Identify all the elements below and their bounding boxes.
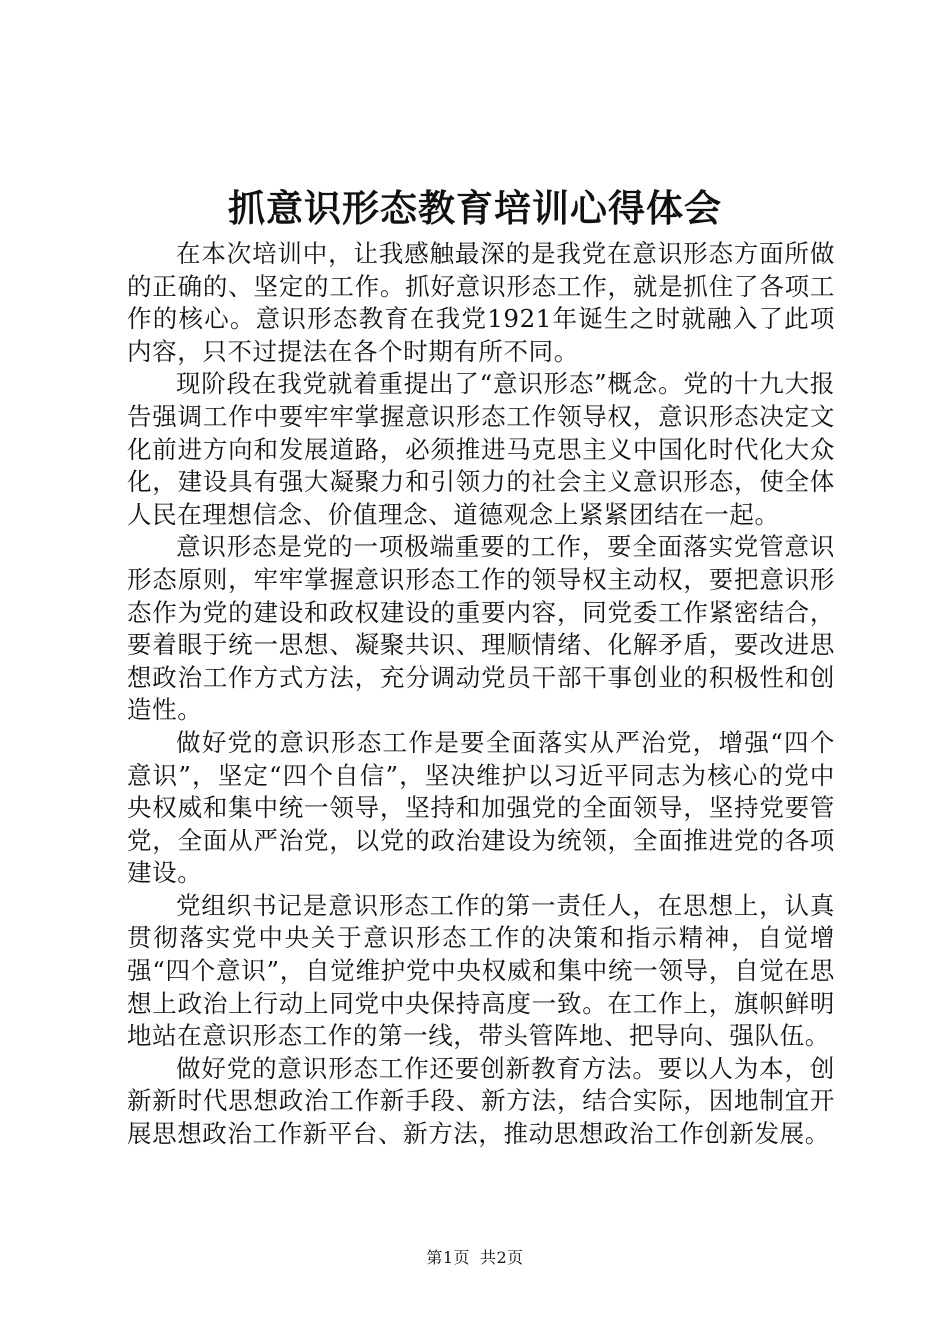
- page-number: 第1页: [426, 1248, 470, 1267]
- paragraph-4: 做好党的意识形态工作是要全面落实从严治党，增强“四个意识”，坚定“四个自信”，坚决维护以习近平同志为核心的党中央权威和集中统一领导，坚持和加强党的全面领导，坚持党要管党，全面从严治党，以党的政治建设为统领，全面推进党的各项建设。: [127, 727, 835, 888]
- document-body: [127, 238, 835, 1151]
- paragraph-2: 现阶段在我党就着重提出了“意识形态”概念。党的十九大报告强调工作中要牢牢掌握意识形态工作领导权，意识形态决定文化前进方向和发展道路，必须推进马克思主义中国化时代化大众化，建设具有强大凝聚力和引领力的社会主义意识形态，使全体人民在理想信念、价值理念、道德观念上紧紧团结在一起。: [127, 369, 835, 529]
- page-footer: [0, 1247, 950, 1269]
- paragraph-3: 意识形态是党的一项极端重要的工作，要全面落实党管意识形态原则，牢牢掌握意识形态工作的领导权主动权，要把意识形态作为党的建设和政权建设的重要内容，同党委工作紧密结合，要着眼于统一思想、凝聚共识、理顺情绪、化解矛盾，要改进思想政治工作方式方法，充分调动党员干部干事创业的积极性和创造性。: [127, 532, 835, 725]
- page-total: 共2页: [480, 1248, 524, 1267]
- paragraph-1: 在本次培训中，让我感触最深的是我党在意识形态方面所做的正确的、坚定的工作。抓好意识形态工作，就是抓住了各项工作的核心。意识形态教育在我党1921年诞生之时就融入了此项内容，只不过提法在各个时期有所不同。: [127, 239, 835, 366]
- paragraph-5: 党组织书记是意识形态工作的第一责任人，在思想上，认真贯彻落实党中央关于意识形态工作的决策和指示精神，自觉增强“四个意识”，自觉维护党中央权威和集中统一领导，自觉在思想上政治上行动上同党中央保持高度一致。在工作上，旗帜鲜明地站在意识形态工作的第一线，带头管阵地、把导向、强队伍。: [127, 890, 835, 1051]
- paragraph-6: 做好党的意识形态工作还要创新教育方法。要以人为本，创新新时代思想政治工作新手段、新方法，结合实际，因地制宜开展思想政治工作新平台、新方法，推动思想政治工作创新发展。: [127, 1053, 835, 1149]
- document-title: 抓意识形态教育培训心得体会: [228, 186, 722, 230]
